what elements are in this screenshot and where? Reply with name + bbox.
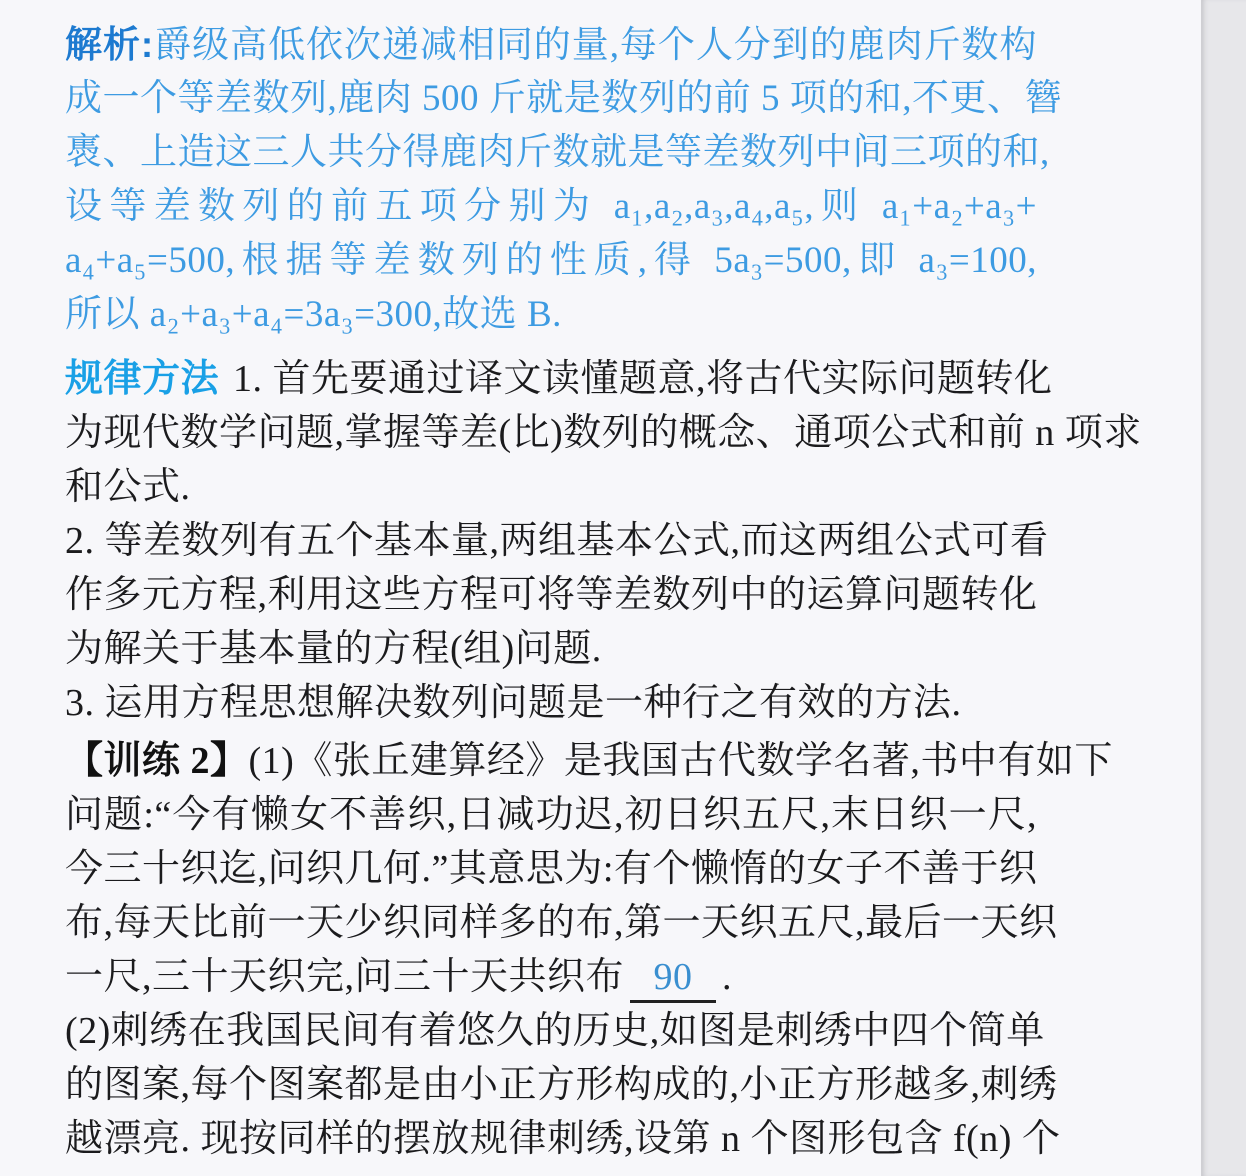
training-line: 问题:“今有懒女不善织,日减功迟,初日织五尺,末日织一尺, <box>65 794 1037 836</box>
method-line: 为现代数学问题,掌握等差(比)数列的概念、通项公式和前 n 项求 <box>65 412 1142 454</box>
analysis-line: 设等差数列的前五项分别为 a₁,a₂,a₃,a₄,a₅,则 a₁+a₂+a₃+ <box>65 186 1037 227</box>
analysis-paragraph <box>65 18 1062 342</box>
blank-pre-text: 一尺,三十天织完,问三十天共织布 <box>65 956 625 998</box>
training-line: (2)刺绣在我国民间有着悠久的历史,如图是刺绣中四个简单 <box>65 1010 1045 1052</box>
book-edge-strip <box>1201 0 1246 1176</box>
method-line: 为解关于基本量的方程(组)问题. <box>65 628 602 670</box>
page-content <box>65 18 1142 1166</box>
training-label: 【训练 2】 <box>65 740 249 782</box>
analysis-line: a₄+a₅=500,根据等差数列的性质,得 5a₃=500,即 a₃=100, <box>65 240 1037 281</box>
analysis-line <box>65 18 1037 72</box>
training-line <box>65 734 1113 788</box>
analysis-line: 褭、上造这三人共分得鹿肉斤数就是等差数列中间三项的和, <box>65 132 1050 173</box>
method-section <box>65 352 1142 730</box>
training-text: (1)《张丘建算经》是我国古代数学名著,书中有如下 <box>248 740 1113 782</box>
analysis-line: 所以 a₂+a₃+a₄=3a₃=300,故选 B. <box>65 294 562 335</box>
training-line: 布,每天比前一天少织同样多的布,第一天织五尺,最后一天织 <box>65 902 1058 944</box>
method-line <box>65 352 1053 406</box>
method-line: 作多元方程,利用这些方程可将等差数列中的运算问题转化 <box>65 574 1038 616</box>
method-label: 规律方法 <box>65 358 220 400</box>
blank-answer: 90 <box>630 954 716 1003</box>
training-line: 的图案,每个图案都是由小正方形构成的,小正方形越多,刺绣 <box>65 1064 1058 1106</box>
training-line: 越漂亮. 现按同样的摆放规律刺绣,设第 n 个图形包含 f(n) 个 <box>65 1118 1061 1160</box>
method-text: 1. 首先要通过译文读懂题意,将古代实际问题转化 <box>233 358 1053 400</box>
analysis-line: 成一个等差数列,鹿肉 500 斤就是数列的前 5 项的和,不更、簪 <box>65 78 1062 119</box>
training-line: 今三十织迄,问织几何.”其意思为:有个懒惰的女子不善于织 <box>65 848 1038 890</box>
method-line: 3. 运用方程思想解决数列问题是一种行之有效的方法. <box>65 682 962 724</box>
blank-post-text: . <box>722 956 733 998</box>
method-line: 和公式. <box>65 466 191 508</box>
method-line: 2. 等差数列有五个基本量,两组基本公式,而这两组公式可看 <box>65 520 1049 562</box>
training-section <box>65 734 1113 1166</box>
analysis-text: 爵级高低依次递减相同的量,每个人分到的鹿肉斤数构 <box>153 25 1038 66</box>
training-blank-line <box>65 950 1037 1004</box>
analysis-label: 解析: <box>65 24 154 65</box>
